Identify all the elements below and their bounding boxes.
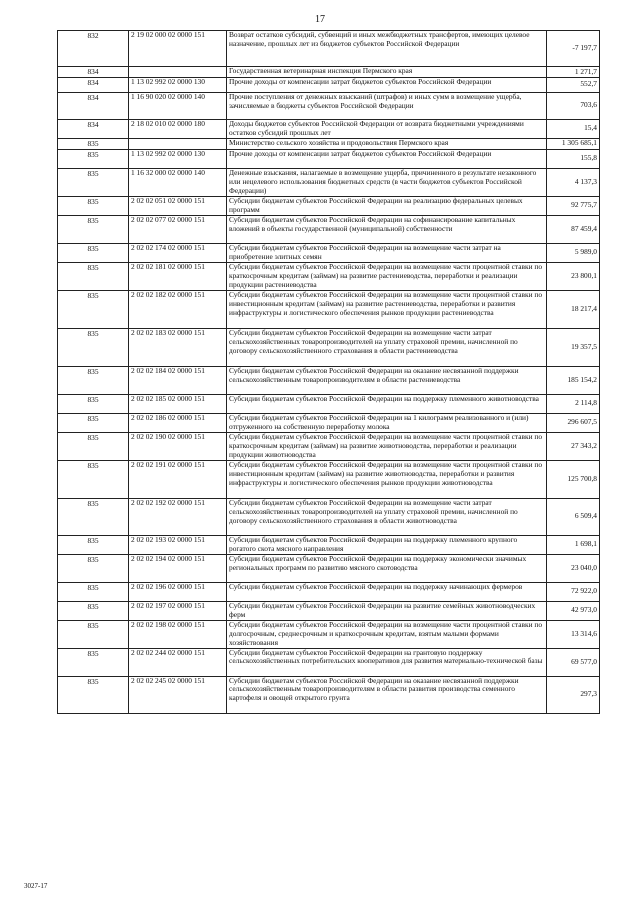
- revenue-name-cell: Субсидии бюджетам субъектов Российской Федерации на поддержку экономически значимых региональных программ по развитию мясного скотоводства: [227, 554, 547, 582]
- revenue-name-cell: Субсидии бюджетам субъектов Российской Федерации на возмещение части затрат сельскохозяйственных товаропроизводителей на уплату страховой премии, начисленной по договору сельскохозяйственного страхования в области растениеводства: [227, 328, 547, 366]
- revenue-code-cell: [129, 67, 227, 78]
- admin-code-cell: 832: [58, 31, 129, 67]
- table-row: [58, 168, 600, 196]
- amount-cell: 125 700,8: [547, 460, 600, 498]
- revenue-code-cell: 1 16 90 020 02 0000 140: [129, 92, 227, 119]
- page-number: 17: [315, 14, 325, 25]
- table-row: [58, 77, 600, 92]
- revenue-code-cell: 2 02 02 197 02 0000 151: [129, 601, 227, 620]
- amount-cell: 4 137,3: [547, 168, 600, 196]
- table-body: [58, 31, 600, 714]
- amount-cell: 552,7: [547, 77, 600, 92]
- revenue-code-cell: 2 02 02 196 02 0000 151: [129, 582, 227, 601]
- revenue-name-cell: Субсидии бюджетам субъектов Российской Федерации на оказание несвязанной поддержки сельскохозяйственным товаропроизводителям в области растениеводства: [227, 366, 547, 394]
- amount-cell: 1 305 685,1: [547, 138, 600, 149]
- revenue-code-cell: 2 18 02 010 02 0000 180: [129, 119, 227, 138]
- revenue-name-cell: Субсидии бюджетам субъектов Российской Федерации на развитие семейных животноводческих ферм: [227, 601, 547, 620]
- admin-code-cell: 834: [58, 92, 129, 119]
- revenue-name-cell: Государственная ветеринарная инспекция Пермского края: [227, 67, 547, 78]
- amount-cell: 6 509,4: [547, 498, 600, 535]
- revenue-code-cell: 1 13 02 992 02 0000 130: [129, 77, 227, 92]
- revenue-code-cell: 1 13 02 992 02 0000 130: [129, 149, 227, 168]
- revenue-code-cell: 2 02 02 190 02 0000 151: [129, 432, 227, 460]
- revenue-code-cell: 2 02 02 174 02 0000 151: [129, 243, 227, 262]
- admin-code-cell: 835: [58, 535, 129, 554]
- amount-cell: 92 775,7: [547, 196, 600, 215]
- table-row: [58, 262, 600, 290]
- revenue-name-cell: Министерство сельского хозяйства и продовольствия Пермского края: [227, 138, 547, 149]
- revenue-name-cell: Прочие доходы от компенсации затрат бюджетов субъектов Российской Федерации: [227, 149, 547, 168]
- amount-cell: 1 271,7: [547, 67, 600, 78]
- revenue-name-cell: Субсидии бюджетам субъектов Российской Федерации на реализацию федеральных целевых программ: [227, 196, 547, 215]
- amount-cell: 155,8: [547, 149, 600, 168]
- amount-cell: 69 577,0: [547, 648, 600, 676]
- admin-code-cell: 835: [58, 498, 129, 535]
- revenue-code-cell: 2 02 02 194 02 0000 151: [129, 554, 227, 582]
- revenue-name-cell: Субсидии бюджетам субъектов Российской Федерации на поддержку племенного животноводства: [227, 394, 547, 413]
- revenue-name-cell: Возврат остатков субсидий, субвенций и иных межбюджетных трансфертов, имеющих целевое назначение, прошлых лет из бюджетов субъектов Российской Федерации: [227, 31, 547, 67]
- revenue-code-cell: 2 02 02 051 02 0000 151: [129, 196, 227, 215]
- amount-cell: 2 114,8: [547, 394, 600, 413]
- amount-cell: 42 973,0: [547, 601, 600, 620]
- table-row: [58, 394, 600, 413]
- revenue-name-cell: Субсидии бюджетам субъектов Российской Федерации на возмещение части процентной ставки по краткосрочным кредитам (займам) на развитие растениеводства, переработки и реализации продукции растениеводства: [227, 262, 547, 290]
- admin-code-cell: 835: [58, 215, 129, 243]
- table-row: [58, 243, 600, 262]
- revenue-code-cell: 2 02 02 244 02 0000 151: [129, 648, 227, 676]
- budget-revenue-table: [57, 30, 600, 714]
- table-row: [58, 119, 600, 138]
- table-row: [58, 601, 600, 620]
- revenue-name-cell: Денежные взыскания, налагаемые в возмещение ущерба, причиненного в результате незаконного или нецелевого использования бюджетных средств (в части бюджетов субъектов Российской Федерации): [227, 168, 547, 196]
- revenue-code-cell: 2 02 02 182 02 0000 151: [129, 290, 227, 328]
- amount-cell: 19 357,5: [547, 328, 600, 366]
- revenue-name-cell: Субсидии бюджетам субъектов Российской Федерации на возмещение части процентной ставки по долгосрочным, среднесрочным и краткосрочным кредитам, взятым малыми формами хозяйствования: [227, 620, 547, 648]
- revenue-code-cell: 2 02 02 186 02 0000 151: [129, 413, 227, 432]
- revenue-name-cell: Субсидии бюджетам субъектов Российской Федерации на поддержку племенного крупного рогатого скота мясного направления: [227, 535, 547, 554]
- table-row: [58, 31, 600, 67]
- amount-cell: -7 197,7: [547, 31, 600, 67]
- revenue-name-cell: Субсидии бюджетам субъектов Российской Федерации на возмещение части затрат сельскохозяйственных товаропроизводителей на уплату страховой премии, начисленной по договору сельскохозяйственного страхования в области животноводства: [227, 498, 547, 535]
- admin-code-cell: 834: [58, 67, 129, 78]
- revenue-code-cell: 2 02 02 185 02 0000 151: [129, 394, 227, 413]
- revenue-code-cell: [129, 138, 227, 149]
- amount-cell: 13 314,6: [547, 620, 600, 648]
- revenue-code-cell: 2 02 02 192 02 0000 151: [129, 498, 227, 535]
- table-row: [58, 328, 600, 366]
- admin-code-cell: 835: [58, 149, 129, 168]
- table-row: [58, 620, 600, 648]
- admin-code-cell: 835: [58, 394, 129, 413]
- revenue-code-cell: 2 02 02 181 02 0000 151: [129, 262, 227, 290]
- amount-cell: 18 217,4: [547, 290, 600, 328]
- revenue-code-cell: 2 02 02 191 02 0000 151: [129, 460, 227, 498]
- amount-cell: 703,6: [547, 92, 600, 119]
- amount-cell: 1 698,1: [547, 535, 600, 554]
- admin-code-cell: 835: [58, 196, 129, 215]
- admin-code-cell: 835: [58, 460, 129, 498]
- admin-code-cell: 835: [58, 620, 129, 648]
- table-row: [58, 67, 600, 78]
- amount-cell: 5 989,0: [547, 243, 600, 262]
- table-row: [58, 149, 600, 168]
- admin-code-cell: 835: [58, 243, 129, 262]
- revenue-name-cell: Прочие доходы от компенсации затрат бюджетов субъектов Российской Федерации: [227, 77, 547, 92]
- table-row: [58, 196, 600, 215]
- table-row: [58, 582, 600, 601]
- revenue-code-cell: 2 02 02 077 02 0000 151: [129, 215, 227, 243]
- table-row: [58, 92, 600, 119]
- admin-code-cell: 835: [58, 648, 129, 676]
- amount-cell: 72 922,0: [547, 582, 600, 601]
- amount-cell: 297,3: [547, 676, 600, 713]
- admin-code-cell: 835: [58, 601, 129, 620]
- amount-cell: 23 040,0: [547, 554, 600, 582]
- amount-cell: 15,4: [547, 119, 600, 138]
- admin-code-cell: 835: [58, 554, 129, 582]
- revenue-code-cell: 2 02 02 183 02 0000 151: [129, 328, 227, 366]
- revenue-code-cell: 2 02 02 245 02 0000 151: [129, 676, 227, 713]
- admin-code-cell: 835: [58, 262, 129, 290]
- revenue-name-cell: Субсидии бюджетам субъектов Российской Федерации на софинансирование капитальных вложений в объекты государственной (муниципальной) собственности: [227, 215, 547, 243]
- revenue-name-cell: Доходы бюджетов субъектов Российской Федерации от возврата бюджетными учреждениями остатков субсидий прошлых лет: [227, 119, 547, 138]
- table-row: [58, 432, 600, 460]
- revenue-code-cell: 2 19 02 000 02 0000 151: [129, 31, 227, 67]
- table-row: [58, 648, 600, 676]
- admin-code-cell: 835: [58, 366, 129, 394]
- document-footer-code: 3027-17: [24, 882, 48, 890]
- revenue-code-cell: 1 16 32 000 02 0000 140: [129, 168, 227, 196]
- admin-code-cell: 835: [58, 432, 129, 460]
- table-row: [58, 366, 600, 394]
- admin-code-cell: 835: [58, 168, 129, 196]
- revenue-code-cell: 2 02 02 184 02 0000 151: [129, 366, 227, 394]
- revenue-code-cell: 2 02 02 198 02 0000 151: [129, 620, 227, 648]
- amount-cell: 27 343,2: [547, 432, 600, 460]
- revenue-name-cell: Субсидии бюджетам субъектов Российской Федерации на грантовую поддержку сельскохозяйственных потребительских кооперативов для развития материально-технической базы: [227, 648, 547, 676]
- admin-code-cell: 835: [58, 138, 129, 149]
- revenue-name-cell: Субсидии бюджетам субъектов Российской Федерации на возмещение части процентной ставки по инвестиционным кредитам (займам) на развитие растениеводства, переработки и развития инфраструктуры и логистического обеспечения рынков продукции растениеводства: [227, 290, 547, 328]
- table-row: [58, 413, 600, 432]
- table-row: [58, 554, 600, 582]
- admin-code-cell: 835: [58, 328, 129, 366]
- revenue-name-cell: Субсидии бюджетам субъектов Российской Федерации на оказание несвязанной поддержки сельскохозяйственным товаропроизводителям в области развития производства семенного картофеля и овощей открытого грунта: [227, 676, 547, 713]
- revenue-name-cell: Субсидии бюджетам субъектов Российской Федерации на поддержку начинающих фермеров: [227, 582, 547, 601]
- admin-code-cell: 835: [58, 676, 129, 713]
- table-row: [58, 215, 600, 243]
- revenue-name-cell: Субсидии бюджетам субъектов Российской Федерации на возмещение части процентной ставки по краткосрочным кредитам (займам) на развитие животноводства, переработки и реализации продукции животноводства: [227, 432, 547, 460]
- table-row: [58, 676, 600, 713]
- revenue-code-cell: 2 02 02 193 02 0000 151: [129, 535, 227, 554]
- amount-cell: 185 154,2: [547, 366, 600, 394]
- amount-cell: 87 459,4: [547, 215, 600, 243]
- revenue-name-cell: Прочие поступления от денежных взысканий (штрафов) и иных сумм в возмещение ущерба, зачисляемые в бюджеты субъектов Российской Федерации: [227, 92, 547, 119]
- table-row: [58, 498, 600, 535]
- revenue-name-cell: Субсидии бюджетам субъектов Российской Федерации на возмещение части затрат на приобретение элитных семян: [227, 243, 547, 262]
- revenue-name-cell: Субсидии бюджетам субъектов Российской Федерации на возмещение части процентной ставки по инвестиционным кредитам (займам) на развитие животноводства, переработки и развития инфраструктуры и логистического обеспечения рынков продукции животноводства: [227, 460, 547, 498]
- admin-code-cell: 835: [58, 582, 129, 601]
- amount-cell: 296 607,5: [547, 413, 600, 432]
- table-row: [58, 138, 600, 149]
- admin-code-cell: 835: [58, 290, 129, 328]
- admin-code-cell: 834: [58, 77, 129, 92]
- admin-code-cell: 834: [58, 119, 129, 138]
- table-row: [58, 535, 600, 554]
- amount-cell: 23 800,1: [547, 262, 600, 290]
- table-row: [58, 460, 600, 498]
- admin-code-cell: 835: [58, 413, 129, 432]
- table-row: [58, 290, 600, 328]
- revenue-name-cell: Субсидии бюджетам субъектов Российской Федерации на 1 килограмм реализованного и (или) отгруженного на собственную переработку молока: [227, 413, 547, 432]
